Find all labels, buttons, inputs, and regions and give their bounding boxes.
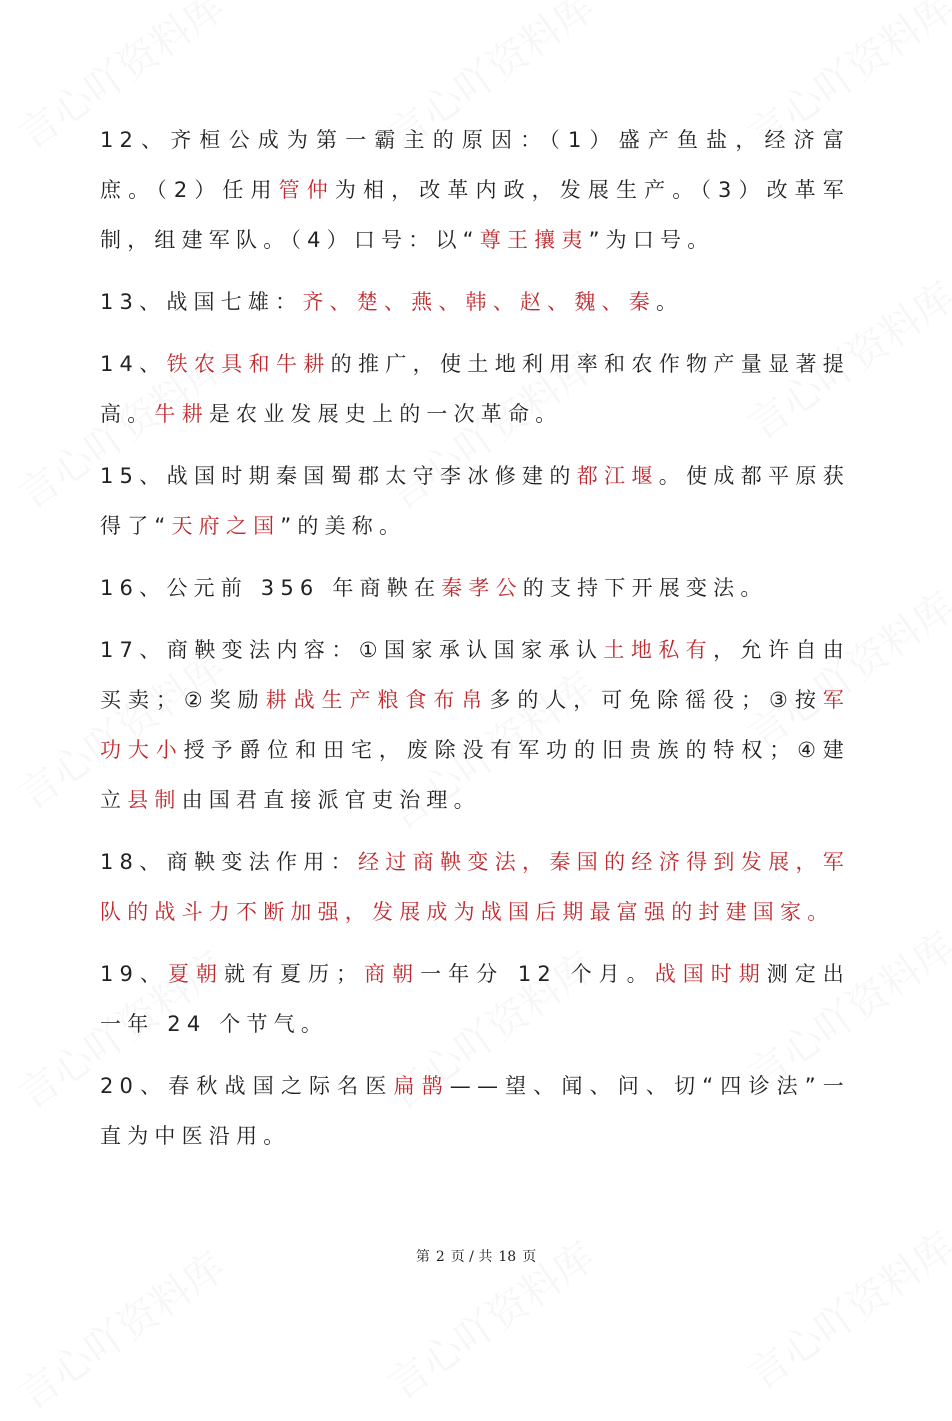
highlighted-text: 秦孝公	[441, 576, 523, 600]
highlighted-text: 军功大小	[100, 688, 850, 762]
body-text: 。使成都平原获得了“	[100, 464, 850, 538]
body-text: 的支持下开展变法。	[522, 576, 768, 600]
body-text: ”的美称。	[280, 514, 407, 538]
highlighted-text: 天府之国	[171, 514, 281, 538]
body-text: 授予爵位和田宅，废除没有军功的旧贵族的特权；④建立	[100, 738, 850, 812]
body-text: 18、商鞅变法作用：	[100, 850, 358, 874]
body-text: ”为口号。	[588, 228, 715, 252]
body-text: 就有夏历；	[223, 962, 364, 986]
knowledge-point-paragraph	[100, 625, 850, 825]
body-text: 一年分 12 个月。	[420, 962, 655, 986]
body-text: 是农业发展史上的一次革命。	[208, 402, 563, 426]
body-text: 19、	[100, 962, 168, 986]
knowledge-point-paragraph	[100, 837, 850, 937]
body-text: 12、齐桓公成为第一霸主的原因：（1）盛产鱼盐，经济富庶。（2）任用	[100, 128, 850, 202]
body-text: 17、商鞅变法内容：①国家承认国家承认	[100, 638, 604, 662]
watermark-text	[735, 1216, 952, 1400]
body-text: 的推广，使土地利用率和农作物产量显著提高。	[100, 352, 850, 426]
highlighted-text: 耕战生产粮食布帛	[265, 688, 490, 712]
body-text: ，允许自由买卖；②奖励	[100, 638, 850, 712]
highlighted-text: 土地私有	[603, 638, 714, 662]
knowledge-point-paragraph	[100, 339, 850, 439]
body-text: 。	[655, 290, 684, 314]
body-text: 13、战国七雄：	[100, 290, 303, 314]
footer-mid: 页 / 共	[450, 1249, 493, 1265]
highlighted-text: 铁农具和牛耕	[166, 352, 331, 376]
highlighted-text: 经过商鞅变法，秦国的经济得到发展，军队的战斗力不断加强，发展成为战国后期最富强的封建国家。	[100, 850, 850, 924]
highlighted-text: 尊王攘夷	[479, 228, 589, 252]
body-text: 15、战国时期秦国蜀郡太守李冰修建的	[100, 464, 577, 488]
body-text: 测定出一年 24 个节气。	[100, 962, 850, 1036]
page-footer	[0, 1246, 952, 1266]
body-text: 16、公元前 356 年商鞅在	[100, 576, 442, 600]
body-text: 20、春秋战国之际名医	[100, 1074, 394, 1098]
footer-suffix: 页	[522, 1249, 537, 1265]
knowledge-point-paragraph	[100, 451, 850, 551]
footer-total-pages: 18	[498, 1249, 517, 1265]
highlighted-text: 夏朝	[167, 962, 224, 986]
footer-page-number: 2	[435, 1249, 445, 1265]
body-text: 多的人，可免除徭役；③按	[489, 688, 823, 712]
knowledge-point-paragraph	[100, 1061, 850, 1161]
footer-prefix: 第	[415, 1249, 430, 1265]
highlighted-text: 战国时期	[654, 962, 767, 986]
highlighted-text: 都江堰	[576, 464, 659, 488]
body-text: 由国君直接派官吏治理。	[181, 788, 481, 812]
highlighted-text: 扁鹊	[393, 1074, 450, 1098]
knowledge-point-paragraph	[100, 115, 850, 265]
highlighted-text: 商朝	[363, 962, 421, 986]
knowledge-point-paragraph	[100, 949, 850, 1049]
body-text: ——望、闻、问、切“四诊法”一直为中医沿用。	[100, 1074, 850, 1148]
knowledge-point-paragraph	[100, 277, 850, 327]
highlighted-text: 管仲	[278, 178, 335, 202]
highlighted-text: 牛耕	[154, 402, 209, 426]
document-body	[100, 115, 850, 1173]
body-text: 14、	[100, 352, 167, 376]
highlighted-text: 齐、楚、燕、韩、赵、魏、秦	[302, 290, 656, 314]
highlighted-text: 县制	[127, 788, 182, 812]
body-text: 为相，改革内政，发展生产。（3）改革军制，组建军队。（4）口号：以“	[100, 178, 850, 252]
knowledge-point-paragraph	[100, 563, 850, 613]
